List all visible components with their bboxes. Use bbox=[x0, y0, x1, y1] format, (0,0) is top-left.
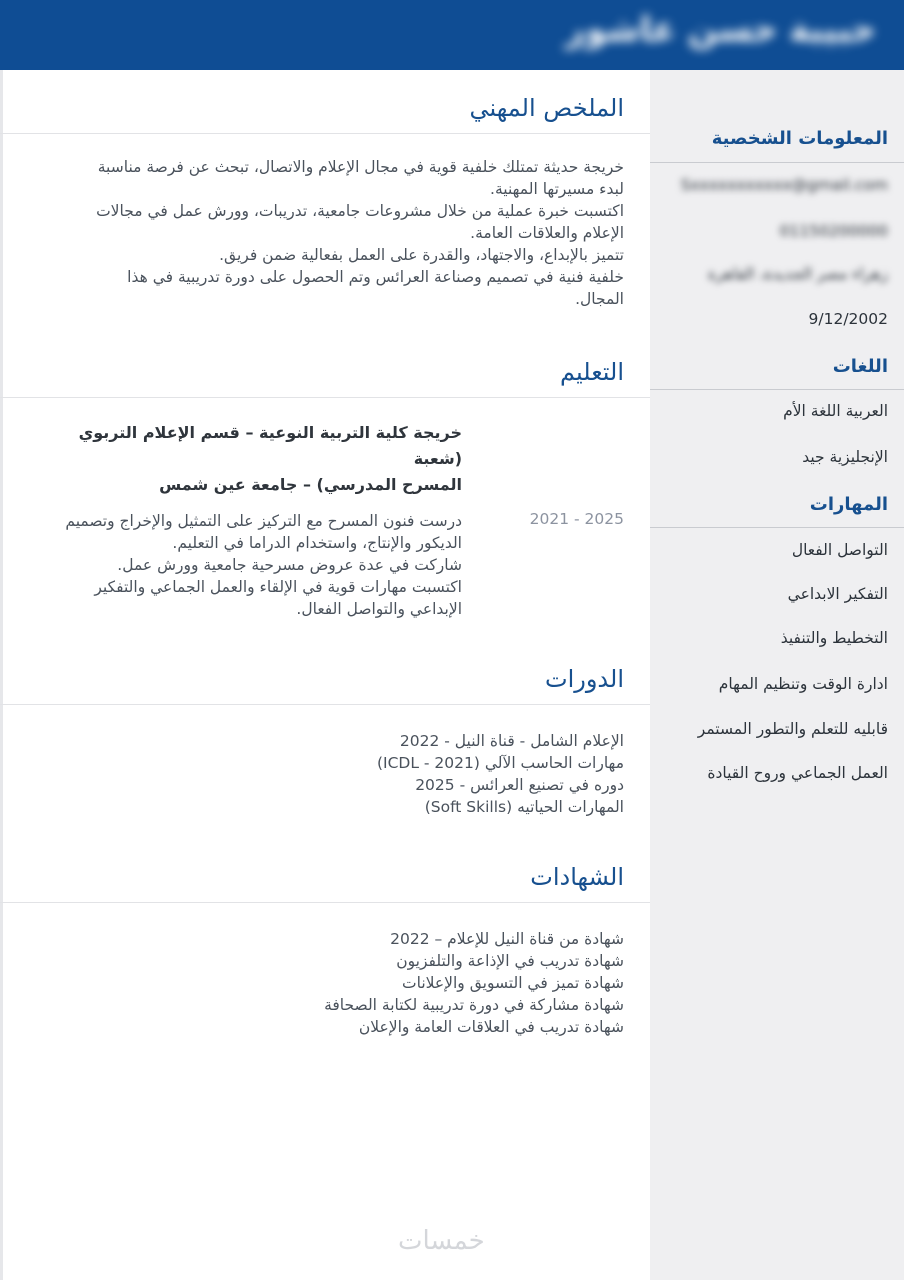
personal-info-heading: المعلومات الشخصية bbox=[711, 128, 888, 149]
language-item: الإنجليزية جيد bbox=[802, 448, 888, 466]
birthdate: 9/12/2002 bbox=[808, 310, 888, 328]
phone: 01150200000 bbox=[779, 222, 888, 240]
education-description bbox=[22, 510, 462, 620]
courses-title: الدورات bbox=[544, 665, 624, 693]
summary-line: اكتسبت خبرة عملية من خلال مشروعات جامعية، تدريبات، وورش عمل في مجالات bbox=[96, 202, 624, 220]
education-dates: 2021 - 2025 bbox=[529, 510, 624, 528]
summary-line: خلفية فنية في تصميم وصناعة العرائس وتم الحصول على دورة تدريبية في هذا bbox=[127, 268, 624, 286]
education-line: الإبداعي والتواصل الفعال. bbox=[296, 600, 462, 618]
education-line: اكتسبت مهارات قوية في الإلقاء والعمل الجماعي والتفكير bbox=[94, 578, 462, 596]
divider bbox=[0, 902, 650, 903]
summary-line: لبدء مسيرتها المهنية. bbox=[490, 180, 624, 198]
divider bbox=[650, 527, 904, 528]
divider bbox=[0, 704, 650, 705]
skill-item: العمل الجماعي وروح القيادة bbox=[707, 764, 888, 782]
certificate-item: شهادة من قناة النيل للإعلام – 2022 bbox=[390, 930, 624, 948]
summary-line: خريجة حديثة تمتلك خلفية قوية في مجال الإعلام والاتصال، تبحث عن فرصة مناسبة bbox=[97, 158, 624, 176]
languages-heading: اللغات bbox=[832, 356, 888, 377]
divider bbox=[650, 389, 904, 390]
certificates-title: الشهادات bbox=[530, 863, 624, 891]
email bbox=[681, 176, 888, 194]
degree-line: المسرح المدرسي) – جامعة عين شمس bbox=[159, 475, 462, 494]
summary-line: الإعلام والعلاقات العامة. bbox=[470, 224, 624, 242]
skill-item: التواصل الفعال bbox=[791, 541, 888, 559]
courses-list bbox=[24, 730, 624, 818]
course-item: مهارات الحاسب الآلي (ICDL - 2021) bbox=[376, 754, 624, 772]
course-item: دوره في تصنيع العرائس - 2025 bbox=[415, 776, 624, 794]
skill-item: قابليه للتعلم والتطور المستمر bbox=[697, 720, 888, 738]
degree-title bbox=[42, 420, 462, 498]
certificate-item: شهادة تدريب في العلاقات العامة والإعلان bbox=[358, 1018, 624, 1036]
certificate-item: شهادة تميز في التسويق والإعلانات bbox=[402, 974, 624, 992]
language-item: العربية اللغة الأم bbox=[783, 402, 888, 420]
summary-line: المجال. bbox=[575, 290, 624, 308]
divider bbox=[0, 133, 650, 134]
skills-heading: المهارات bbox=[809, 494, 888, 515]
divider bbox=[650, 162, 904, 163]
skill-item: التفكير الابداعي bbox=[787, 585, 888, 603]
education-title: التعليم bbox=[560, 358, 624, 386]
watermark-logo: خمسات bbox=[398, 1226, 485, 1256]
summary-title: الملخص المهني bbox=[469, 94, 624, 122]
summary-text bbox=[24, 156, 624, 310]
certificates-list bbox=[24, 928, 624, 1038]
main-content bbox=[0, 70, 650, 1280]
email-value: Sxxxxxxxxxxx@gmail.com bbox=[680, 176, 888, 194]
summary-line: تتميز بالإبداع، والاجتهاد، والقدرة على العمل بفعالية ضمن فريق. bbox=[219, 246, 624, 264]
education-line: شاركت في عدة عروض مسرحية جامعية وورش عمل. bbox=[117, 556, 462, 574]
education-line: درست فنون المسرح مع التركيز على التمثيل والإخراج وتصميم bbox=[65, 512, 462, 530]
course-item: المهارات الحياتيه (Soft Skills) bbox=[424, 798, 624, 816]
resume-header bbox=[0, 0, 904, 70]
skill-item: ادارة الوقت وتنظيم المهام bbox=[718, 675, 888, 693]
education-line: الديكور والإنتاج، واستخدام الدراما في التعليم. bbox=[172, 534, 462, 552]
degree-line: خريجة كلية التربية النوعية – قسم الإعلام التربوي (شعبة bbox=[78, 423, 462, 468]
course-item: الإعلام الشامل - قناة النيل - 2022 bbox=[399, 732, 624, 750]
sidebar bbox=[650, 70, 904, 1280]
skill-item: التخطيط والتنفيذ bbox=[780, 629, 888, 647]
address: زهراء مصر الجديدة، القاهرة bbox=[707, 265, 888, 283]
certificate-item: شهادة مشاركة في دورة تدريبية لكتابة الصحافة bbox=[324, 996, 624, 1014]
certificate-item: شهادة تدريب في الإذاعة والتلفزيون bbox=[396, 952, 624, 970]
candidate-name: حبيبة حسن عاشور bbox=[565, 10, 876, 50]
divider bbox=[0, 397, 650, 398]
